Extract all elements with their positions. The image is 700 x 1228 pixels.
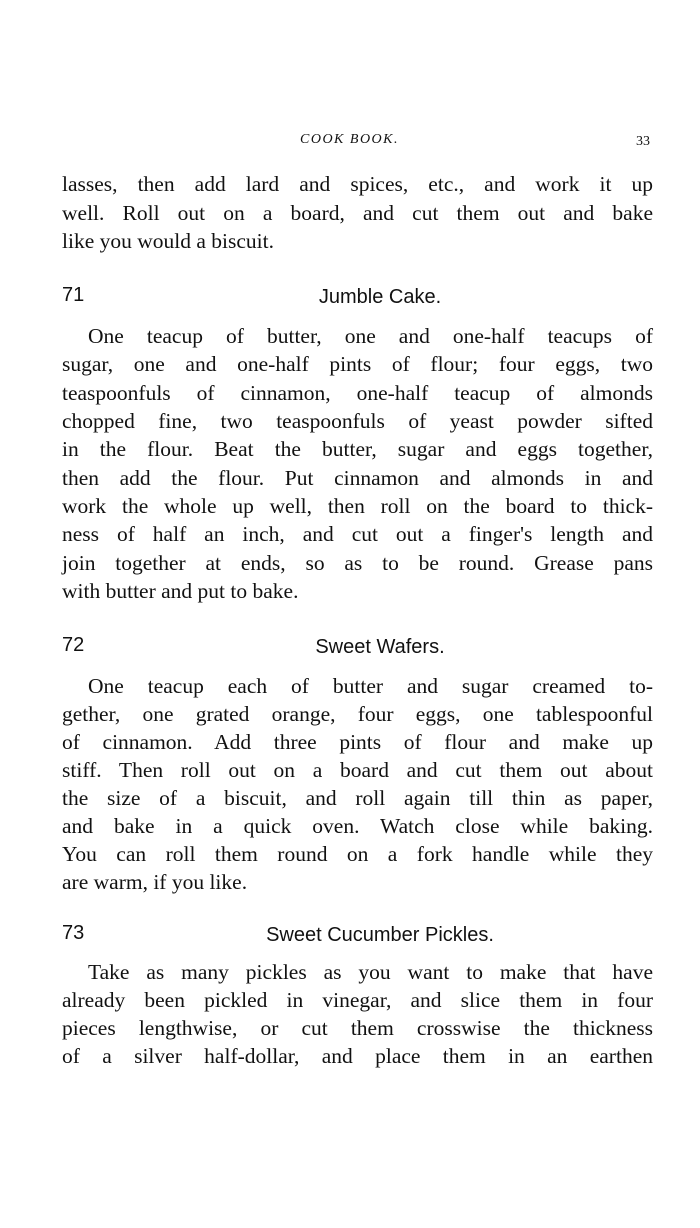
text-line: of a silver half-dollar, and place them in an earthen bbox=[62, 1044, 653, 1068]
text-line: sugar, one and one-half pints of flour; four eggs, two bbox=[62, 352, 653, 376]
text-line: gether, one grated orange, four eggs, one tablespoonful bbox=[62, 702, 653, 726]
text-line: chopped fine, two teaspoonfuls of yeast powder sifted bbox=[62, 409, 653, 433]
text-line: the size of a biscuit, and roll again till thin as paper, bbox=[62, 786, 653, 810]
text-line: in the flour. Beat the butter, sugar and eggs together, bbox=[62, 437, 653, 461]
recipe-number: 73 bbox=[62, 922, 85, 944]
text-line: with butter and put to bake. bbox=[62, 579, 299, 603]
text-line: stiff. Then roll out on a board and cut them out about bbox=[62, 758, 653, 782]
text-line: already been pickled in vinegar, and slice them in four bbox=[62, 988, 653, 1012]
recipe-title: Jumble Cake. bbox=[318, 286, 442, 308]
text-line: join together at ends, so as to be round. Grease pans bbox=[62, 551, 653, 575]
running-header: COOK BOOK. bbox=[300, 132, 400, 147]
text-line: like you would a biscuit. bbox=[62, 229, 274, 253]
recipe-number: 72 bbox=[62, 634, 85, 656]
text-line: teaspoonfuls of cinnamon, one-half teacup of almonds bbox=[62, 381, 653, 405]
text-line: of cinnamon. Add three pints of flour and make up bbox=[62, 730, 653, 754]
recipe-title: Sweet Wafers. bbox=[315, 636, 445, 658]
recipe-title: Sweet Cucumber Pickles. bbox=[266, 924, 494, 946]
page-number: 33 bbox=[636, 134, 650, 149]
recipe-number: 71 bbox=[62, 284, 85, 306]
text-line: well. Roll out on a board, and cut them out and bake bbox=[62, 201, 653, 225]
text-line: then add the flour. Put cinnamon and almonds in and bbox=[62, 466, 653, 490]
text-line: and bake in a quick oven. Watch close while baking. bbox=[62, 814, 653, 838]
text-line: Take as many pickles as you want to make that have bbox=[88, 960, 653, 984]
text-line: pieces lengthwise, or cut them crosswise the thickness bbox=[62, 1016, 653, 1040]
text-line: work the whole up well, then roll on the board to thick- bbox=[62, 494, 653, 518]
text-line: One teacup each of butter and sugar creamed to- bbox=[88, 674, 653, 698]
text-line: One teacup of butter, one and one-half teacups of bbox=[88, 324, 653, 348]
text-line: You can roll them round on a fork handle while they bbox=[62, 842, 653, 866]
text-line: lasses, then add lard and spices, etc., and work it up bbox=[62, 172, 653, 196]
text-line: are warm, if you like. bbox=[62, 870, 248, 894]
text-line: ness of half an inch, and cut out a finger's length and bbox=[62, 522, 653, 546]
